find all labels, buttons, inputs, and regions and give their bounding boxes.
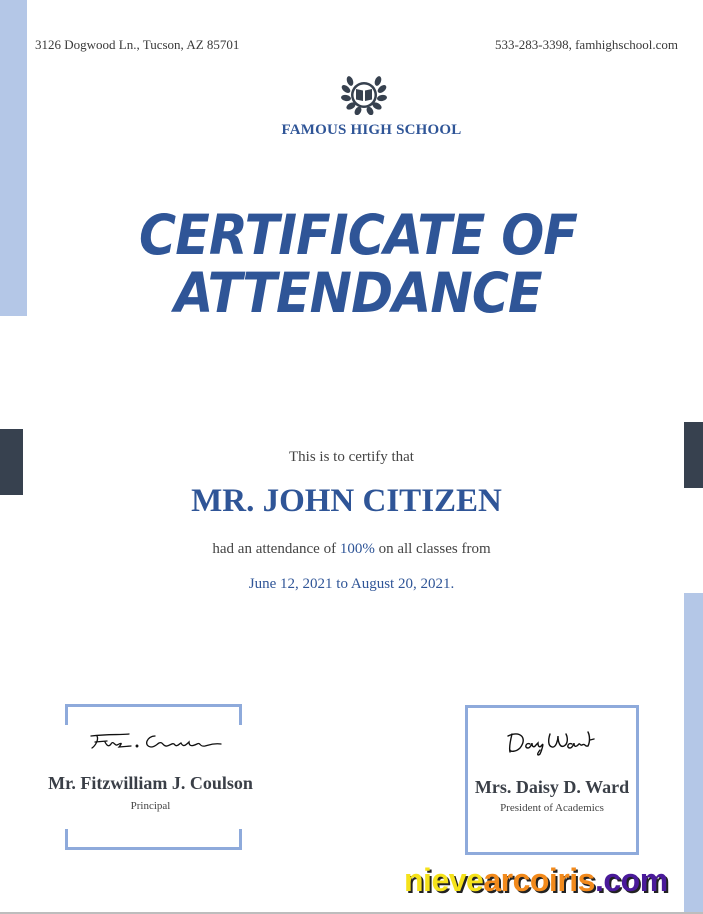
decorative-bar-top-left — [0, 0, 27, 316]
attendance-statement — [0, 541, 703, 558]
watermark-part-1: nieve — [404, 862, 484, 898]
signer-name-president: Mrs. Daisy D. Ward — [474, 777, 630, 797]
signature-image-ward — [506, 728, 596, 763]
attendance-value: 100% — [339, 541, 375, 557]
school-contact: 533-283-3398, famhighschool.com — [494, 37, 678, 52]
watermark-logo — [404, 862, 668, 899]
certify-intro: This is to certify that — [289, 449, 414, 465]
title-line-1: CERTIFICATE OF — [139, 203, 577, 267]
watermark-part-2: arcoiris — [483, 862, 595, 898]
recipient-name: MR. JOHN CITIZEN — [191, 483, 502, 519]
signer-role-principal: Principal — [130, 800, 171, 812]
frame-bracket-bottom — [65, 829, 242, 850]
title-line-2: ATTENDANCE — [174, 261, 542, 325]
signature-block-principal — [48, 704, 253, 850]
signature-block-president — [465, 705, 639, 855]
watermark-part-3: .com — [594, 862, 668, 898]
laurel-book-icon — [341, 73, 387, 115]
school-address: 3126 Dogwood Ln., Tucson, AZ 85701 — [35, 37, 240, 52]
attendance-suffix: on all classes from — [374, 541, 491, 557]
school-name: FAMOUS HIGH SCHOOL — [281, 122, 462, 138]
decorative-bar-bottom-right — [684, 593, 703, 914]
signer-name-principal: Mr. Fitzwilliam J. Coulson — [48, 773, 253, 793]
date-range: June 12, 2021 to August 20, 2021. — [248, 576, 455, 592]
certificate-title — [29, 203, 688, 325]
attendance-prefix: had an attendance of — [212, 541, 340, 557]
frame-bracket-top — [65, 704, 242, 725]
signer-role-president: President of Academics — [500, 802, 604, 814]
signature-image-coulson — [89, 730, 225, 757]
